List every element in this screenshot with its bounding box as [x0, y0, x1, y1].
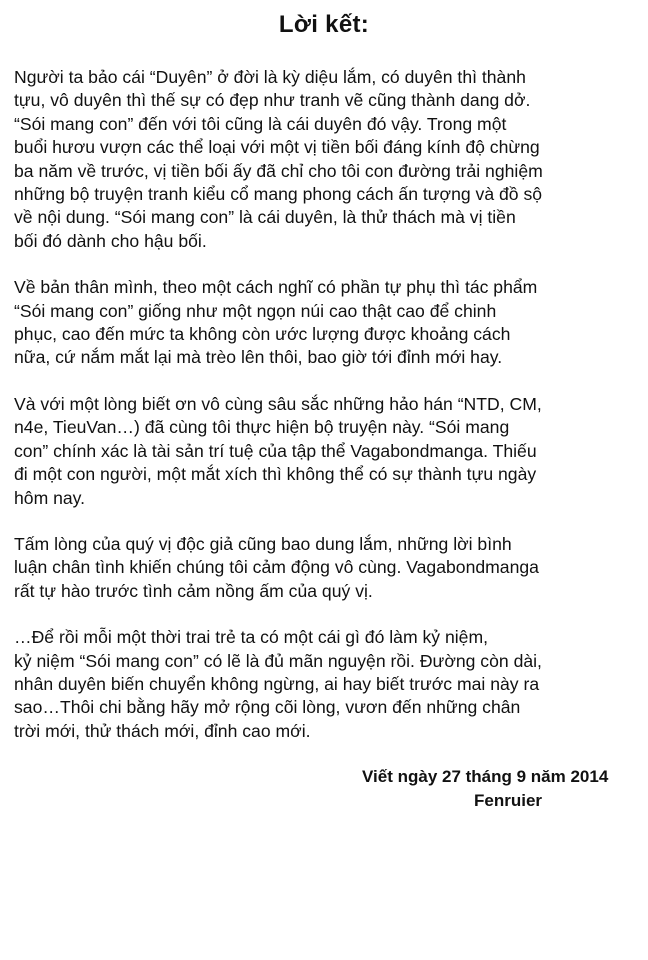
text-line: nhân duyên biến chuyển không ngừng, ai hay biết trước mai này ra: [14, 673, 540, 694]
text-line: con” chính xác là tài sản trí tuệ của tập thể Vagabondmanga. Thiếu: [14, 440, 537, 461]
text-line: ba năm về trước, vị tiền bối ấy đã chỉ cho tôi con đường trải nghiệm: [14, 160, 543, 181]
text-line: tựu, vô duyên thì thế sự có đẹp như tranh vẽ cũng thành dang dở.: [14, 90, 531, 111]
paragraph: [14, 66, 642, 253]
page-title: Lời kết:: [278, 11, 370, 38]
text-line: Người ta bảo cái “Duyên” ở đời là kỳ diệu lắm, có duyên thì thành: [14, 67, 526, 87]
paragraph: [14, 533, 642, 603]
body-text: [14, 66, 642, 766]
text-line: luận chân tình khiến chúng tôi cảm động vô cùng. Vagabondmanga: [14, 557, 539, 578]
text-line: kỷ niệm “Sói mang con” có lẽ là đủ mãn nguyện rồi. Đường còn dài,: [14, 650, 542, 671]
text-line: về nội dung. “Sói mang con” là cái duyên, là thử thách mà vị tiền: [14, 207, 516, 228]
text-line: sao…Thôi chi bằng hãy mở rộng cõi lòng, vươn đến những chân: [14, 697, 521, 718]
text-line: trời mới, thử thách mới, đỉnh cao mới.: [14, 720, 311, 741]
text-line: những bộ truyện tranh kiểu cổ mang phong cách ấn tượng và đồ sộ: [14, 184, 543, 205]
text-line: hôm nay.: [14, 487, 86, 508]
signature-date: Viết ngày 27 tháng 9 năm 2014: [362, 767, 609, 786]
text-line: …Để rồi mỗi một thời trai trẻ ta có một cái gì đó làm kỷ niệm,: [14, 627, 489, 648]
text-line: Về bản thân mình, theo một cách nghĩ có phần tự phụ thì tác phẩm: [14, 277, 538, 298]
text-line: n4e, TieuVan…) đã cùng tôi thực hiện bộ truyện này. “Sói mang: [14, 417, 510, 438]
text-line: nữa, cứ nắm mắt lại mà trèo lên thôi, bao giờ tới đỉnh mới hay.: [14, 347, 503, 368]
text-line: “Sói mang con” giống như một ngọn núi cao thật cao để chinh: [14, 300, 497, 321]
text-line: phục, cao đến mức ta không còn ước lượng được khoảng cách: [14, 324, 511, 345]
paragraph: [14, 393, 642, 510]
text-line: Tấm lòng của quý vị độc giả cũng bao dung lắm, những lời bình: [14, 533, 512, 554]
text-line: buổi hươu vượn các thể loại với một vị tiền bối đáng kính độ chừng: [14, 137, 540, 158]
signature-author: Fenruier: [474, 790, 543, 810]
text-line: rất tự hào trước tình cảm nồng ấm của quý vị.: [14, 580, 373, 601]
signature-block: [362, 765, 644, 812]
text-line: Và với một lòng biết ơn vô cùng sâu sắc những hảo hán “NTD, CM,: [14, 393, 542, 414]
text-line: đi một con người, một mắt xích thì không thể có sự thành tựu ngày: [14, 464, 537, 485]
paragraph: [14, 276, 642, 370]
text-line: “Sói mang con” đến với tôi cũng là cái duyên đó vậy. Trong một: [14, 113, 507, 134]
paragraph: [14, 626, 642, 743]
text-line: bối đó dành cho hậu bối.: [14, 230, 207, 251]
